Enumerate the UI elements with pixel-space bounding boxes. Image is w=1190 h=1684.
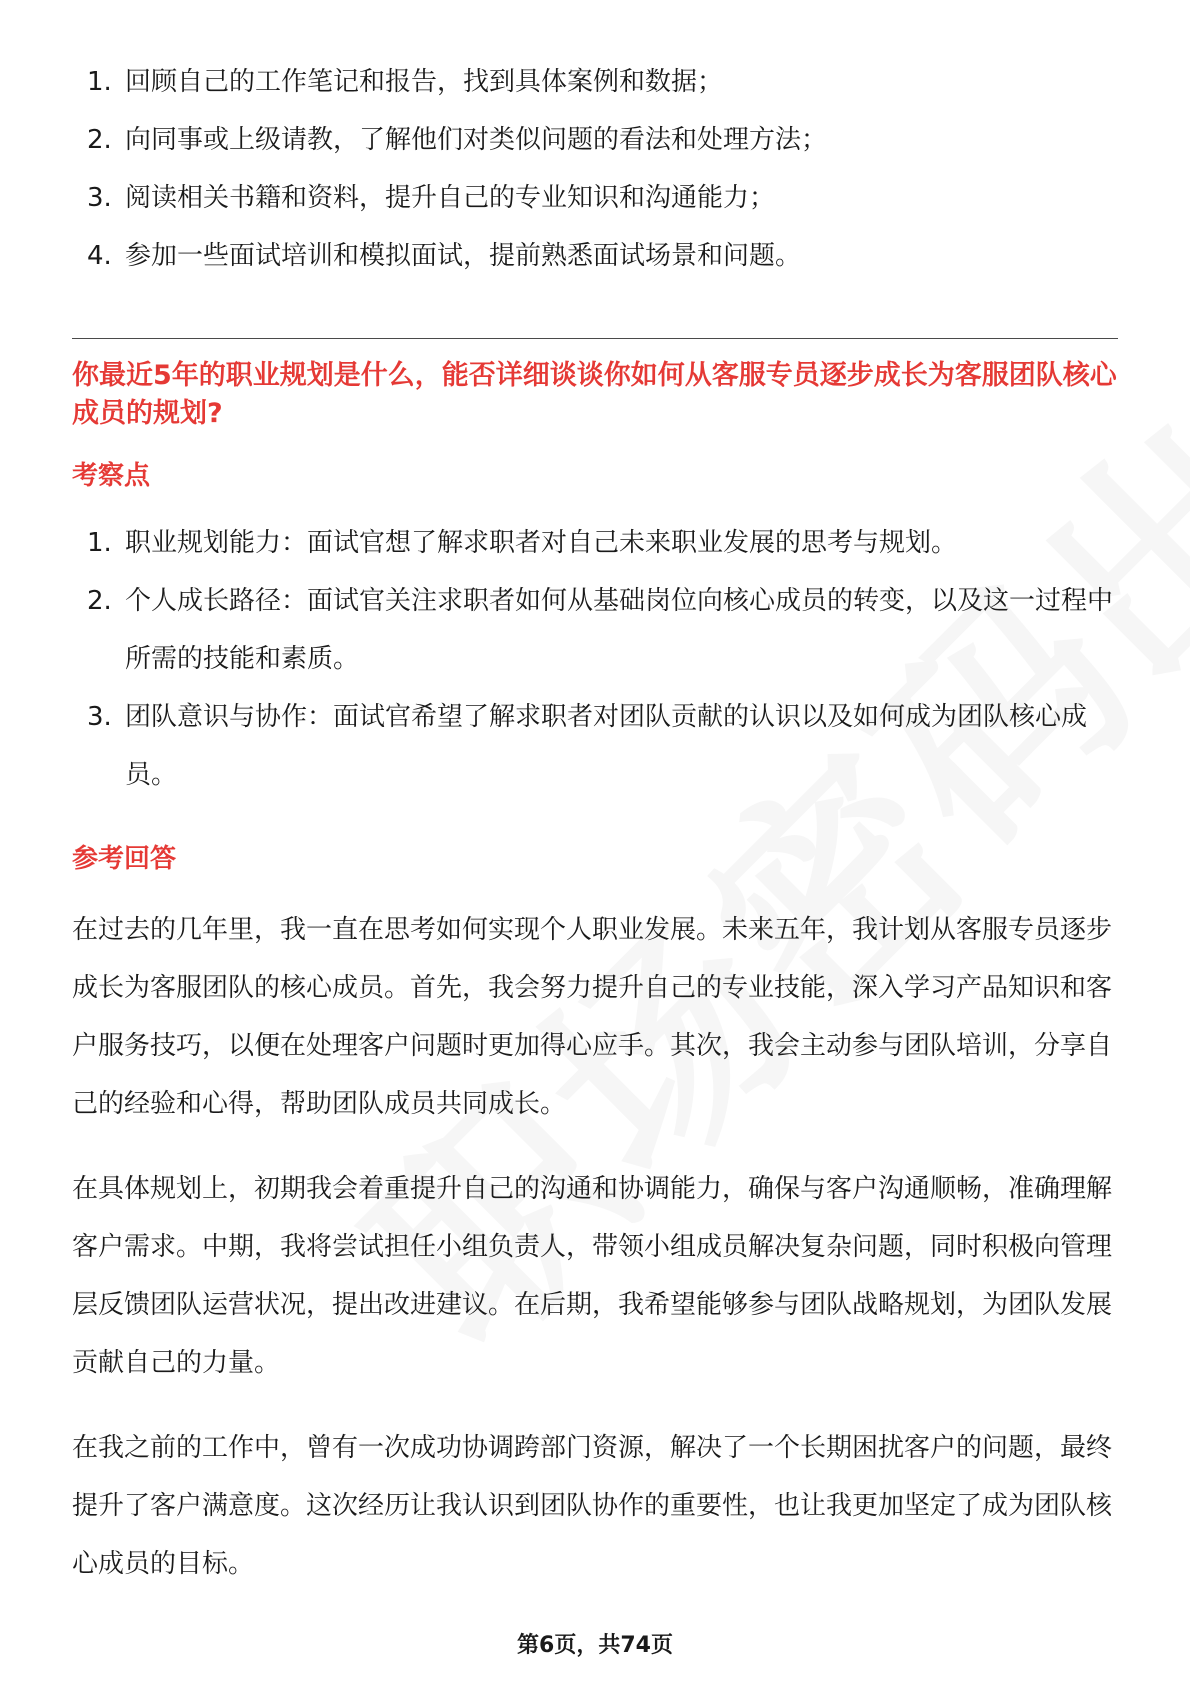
list-item-text: 参加一些面试培训和模拟面试，提前熟悉面试场景和问题。	[125, 241, 802, 271]
list-number: 3.	[87, 702, 112, 732]
list-item-text: 回顾自己的工作笔记和报告，找到具体案例和数据；	[125, 67, 724, 97]
list-item	[72, 514, 1122, 572]
list-number: 2.	[87, 125, 112, 155]
answer-paragraph: 在我之前的工作中，曾有一次成功协调跨部门资源，解决了一个长期困扰客户的问题，最终提升了客户满意度。这次经历让我认识到团队协作的重要性，也让我更加坚定了成为团队核心成员的目标。	[72, 1433, 1113, 1579]
question-title: 你最近5年的职业规划是什么，能否详细谈谈你如何从客服专员逐步成长为客服团队核心成员的规划?	[72, 360, 1117, 429]
list-number: 1.	[87, 528, 112, 558]
list-number: 2.	[87, 586, 112, 616]
list-number: 3.	[87, 183, 112, 213]
answer-paragraph: 在具体规划上，初期我会着重提升自己的沟通和协调能力，确保与客户沟通顺畅，准确理解客户需求。中期，我将尝试担任小组负责人，带领小组成员解决复杂问题，同时积极向管理层反馈团队运营状况，提出改进建议。在后期，我希望能够参与团队战略规划，为团队发展贡献自己的力量。	[72, 1174, 1113, 1378]
list-item	[72, 688, 1122, 804]
list-item-text: 向同事或上级请教，了解他们对类似问题的看法和处理方法；	[125, 125, 828, 155]
list-number: 1.	[87, 67, 112, 97]
section-divider	[72, 338, 1118, 339]
answer-paragraph: 在过去的几年里，我一直在思考如何实现个人职业发展。未来五年，我计划从客服专员逐步成长为客服团队的核心成员。首先，我会努力提升自己的专业技能，深入学习产品知识和客户服务技巧，以便在处理客户问题时更加得心应手。其次，我会主动参与团队培训，分享自己的经验和心得，帮助团队成员共同成长。	[72, 915, 1113, 1119]
focus-list	[72, 514, 1122, 804]
list-item	[72, 111, 1122, 169]
list-item	[72, 53, 1122, 111]
page-footer: 第6页，共74页	[517, 1633, 673, 1658]
answer-heading: 参考回答	[72, 844, 177, 874]
list-item	[72, 572, 1122, 688]
list-number: 4.	[87, 241, 112, 271]
list-item	[72, 227, 1122, 285]
list-item-text: 职业规划能力：面试官想了解求职者对自己未来职业发展的思考与规划。	[125, 528, 958, 558]
list-item-text: 个人成长路径：面试官关注求职者如何从基础岗位向核心成员的转变，以及这一过程中所需的技能和素质。	[125, 586, 1114, 674]
focus-heading: 考察点	[72, 461, 151, 491]
list-item-text: 阅读相关书籍和资料，提升自己的专业知识和沟通能力；	[125, 183, 776, 213]
list-item	[72, 169, 1122, 227]
list-item-text: 团队意识与协作：面试官希望了解求职者对团队贡献的认识以及如何成为团队核心成员。	[125, 702, 1088, 790]
top-list	[72, 53, 1122, 285]
